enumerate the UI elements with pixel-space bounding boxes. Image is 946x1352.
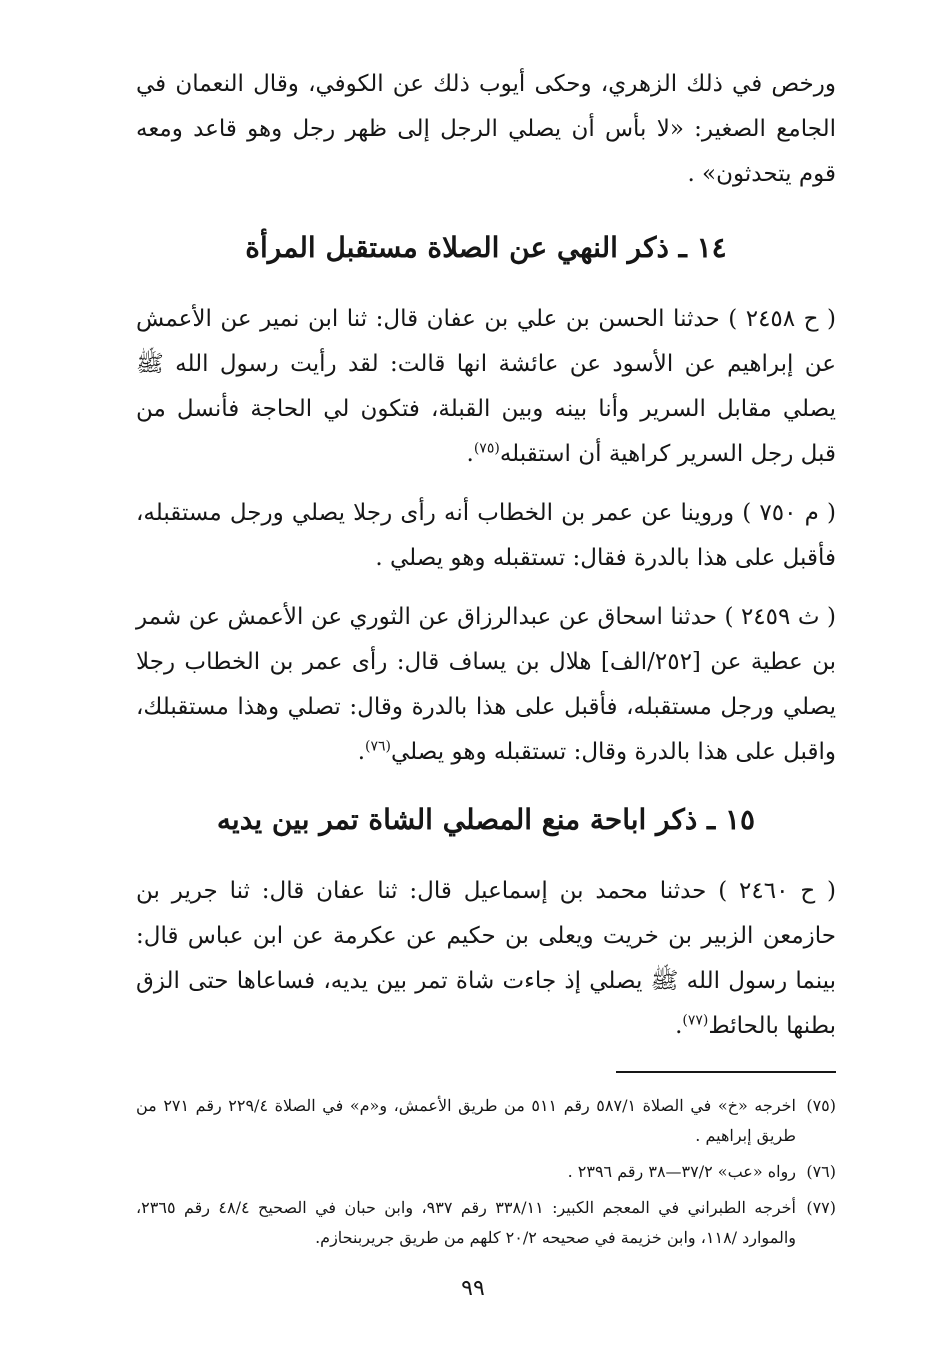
section-15-heading: ١٥ ـ ذكر اباحة منع المصلي الشاة تمر بين يديه — [216, 803, 756, 836]
footnote-text: رواه «عب» ٣٧/٢—٣٨ رقم ٢٣٩٦ . — [567, 1162, 796, 1181]
hadith-2458-tail: . — [466, 441, 474, 467]
hadith-2458-text: ( ح ٢٤٥٨ ) حدثنا الحسن بن علي بن عفان قال: ثنا ابن نمير عن الأعمش عن إبراهيم عن الأسود عن عائشة انها قالت: لقد رأيت رسول الله ﷺ يصلي مقابل السرير وأنا بينه وبين القبلة، فتكون لي الحاجة فأنسل من قبل رجل السرير كراهية أن استقبله — [136, 306, 836, 467]
report-750 — [136, 491, 836, 581]
hadith-2460-tail: . — [675, 1013, 683, 1039]
page-body — [136, 62, 836, 1259]
footnote-text: أخرجه الطبراني في المعجم الكبير: ٣٣٨/١١ رقم ٩٣٧، وابن حبان في الصحيح ٤٨/٤ رقم ٢٣٦٥، والموارد /١١٨، وابن خزيمة في صحيحه ٢٠/٢ كلهم من طريق جريربنحازم. — [136, 1198, 796, 1247]
page-number: ٩٩ — [461, 1276, 485, 1301]
hadith-2460-text: ( ح ٢٤٦٠ ) حدثنا محمد بن إسماعيل قال: ثنا عفان قال: ثنا جرير بن حازمعن الزبير بن خريت ويعلى بن حكيم عن عكرمة عن ابن عباس قال: بينما رسول الله ﷺ يصلي إذ جاءت شاة تمر بين يديه، فساعاها حتى الزق بطنها بالحائط — [136, 878, 836, 1039]
footnote-76 — [136, 1157, 836, 1187]
footnote-number: (٧٧) — [806, 1198, 836, 1217]
footnote-75 — [136, 1091, 836, 1151]
footnotes — [136, 1091, 836, 1253]
footnote-text: اخرجه «خ» في الصلاة ٥٨٧/١ رقم ٥١١ من طريق الأعمش، و«م» في الصلاة ٢٢٩/٤ رقم ٢٧١ من طريق إبراهيم . — [136, 1096, 796, 1145]
report-750-text: ( م ٧٥٠ ) وروينا عن عمر بن الخطاب أنه رأى رجلا يصلي ورجل مستقبله، فأقبل على هذا بالدرة فقال: تستقبله وهو يصلي . — [136, 500, 836, 571]
footnote-ref-77: (٧٧) — [682, 1012, 709, 1029]
athar-2459-text: ( ث ٢٤٥٩ ) حدثنا اسحاق عن عبدالرزاق عن الثوري عن الأعمش عن شمر بن عطية عن [٢٥٢/الف] هلال بن يساف قال: رأى عمر بن الخطاب رجلا يصلي ورجل مستقبله، فأقبل على هذا بالدرة وقال: تصلي وهذا مستقبلك، واقبل على هذا بالدرة وقال: تستقبله وهو يصلي — [136, 604, 836, 765]
footnote-number: (٧٦) — [806, 1162, 836, 1181]
footnote-ref-75: (٧٥) — [473, 440, 500, 457]
hadith-2458 — [136, 297, 836, 477]
section-14-heading: ١٤ ـ ذكر النهي عن الصلاة مستقبل المرأة — [245, 231, 727, 264]
athar-2459 — [136, 595, 836, 775]
intro-paragraph: ورخص في ذلك الزهري، وحكى أيوب ذلك عن الكوفي، وقال النعمان في الجامع الصغير: «لا بأس أن يصلي الرجل إلى ظهر رجل وهو قاعد ومعه قوم يتحدثون» . — [136, 71, 836, 187]
footnote-number: (٧٥) — [806, 1096, 836, 1115]
footnote-77 — [136, 1193, 836, 1253]
athar-2459-tail: . — [357, 739, 366, 765]
hadith-2460 — [136, 869, 836, 1049]
footnote-divider — [616, 1071, 836, 1073]
footnote-ref-76: (٧٦) — [365, 738, 392, 755]
